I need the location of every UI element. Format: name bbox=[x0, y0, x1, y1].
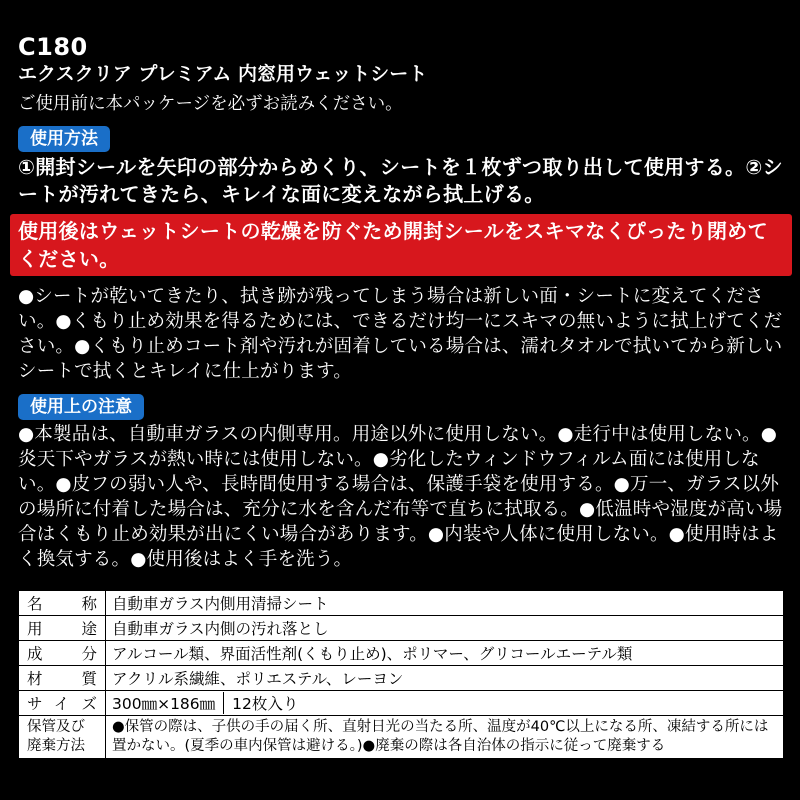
package-label bbox=[18, 34, 784, 572]
spec-value-cell bbox=[106, 691, 784, 716]
size-divider bbox=[223, 692, 224, 714]
spec-value: ●保管の際は、子供の手の届く所、直射日光の当たる所、温度が40℃以上になる所、凍結する所には置かない。(夏季の車内保管は避ける。)●廃棄の際は各自治体の指示に従って廃棄する bbox=[106, 716, 784, 759]
product-name: エクスクリア プレミアム 内窓用ウェットシート bbox=[18, 63, 428, 85]
spec-row-size bbox=[19, 691, 784, 716]
spec-key: 成 分 bbox=[19, 641, 106, 666]
spec-value: アクリル系繊維、ポリエステル、レーヨン bbox=[106, 666, 784, 691]
spec-row-storage bbox=[19, 716, 784, 759]
spec-key: 名 称 bbox=[19, 591, 106, 616]
sheet-count: 12枚入り bbox=[232, 695, 299, 713]
size-value: 300㎜×186㎜ bbox=[112, 695, 216, 713]
spec-value: 自動車ガラス内側用清掃シート bbox=[106, 591, 784, 616]
cautions-text: ●本製品は、自動車ガラスの内側専用。用途以外に使用しない。●走行中は使用しない。●炎天下やガラスが熱い時には使用しない。●劣化したウィンドウフィルム面には使用しない。●皮フの弱い人や、長時間使用する場合は、保護手袋を使用する。●万一、ガラス以外の場所に付着した場合は、充分に水を含んだ布等で直ちに拭取る。●低温時や湿度が高い場合はくもり止め効果が出にくい場合があります。●内装や人体に使用しない。●使用時はよく換気する。●使用後はよく手を洗う。 bbox=[18, 424, 783, 570]
spec-row-use bbox=[19, 616, 784, 641]
product-code: C180 bbox=[18, 33, 88, 61]
usage-warning-banner: 使用後はウェットシートの乾燥を防ぐため開封シールをスキマなくぴったり閉めてください。 bbox=[10, 214, 792, 276]
read-notice: ご使用前に本パッケージを必ずお読みください。 bbox=[18, 94, 403, 114]
spec-table bbox=[18, 590, 784, 759]
spec-row-name bbox=[19, 591, 784, 616]
spec-value: アルコール類、界面活性剤(くもり止め)、ポリマー、グリコールエーテル類 bbox=[106, 641, 784, 666]
usage-steps: ①開封シールを矢印の部分からめくり、シートを１枚ずつ取り出して使用する。②シートが汚れてきたら、キレイな面に変えながら拭上げる。 bbox=[18, 155, 783, 206]
spec-row-material bbox=[19, 666, 784, 691]
spec-key: サイズ bbox=[19, 691, 106, 716]
spec-key: 保管及び廃棄方法 bbox=[19, 716, 106, 759]
usage-heading: 使用方法 bbox=[18, 126, 110, 152]
spec-key: 用 途 bbox=[19, 616, 106, 641]
spec-value: 自動車ガラス内側の汚れ落とし bbox=[106, 616, 784, 641]
cautions-heading: 使用上の注意 bbox=[18, 394, 144, 420]
spec-row-ingredients bbox=[19, 641, 784, 666]
usage-tips: ●シートが乾いてきたり、拭き跡が残ってしまう場合は新しい面・シートに変えてください。●くもり止め効果を得るためには、できるだけ均一にスキマの無いように拭上げてください。●くもり止めコート剤や汚れが固着している場合は、濡れタオルで拭いてから新しいシートで拭くとキレイに仕上がります。 bbox=[18, 286, 783, 382]
spec-key: 材 質 bbox=[19, 666, 106, 691]
